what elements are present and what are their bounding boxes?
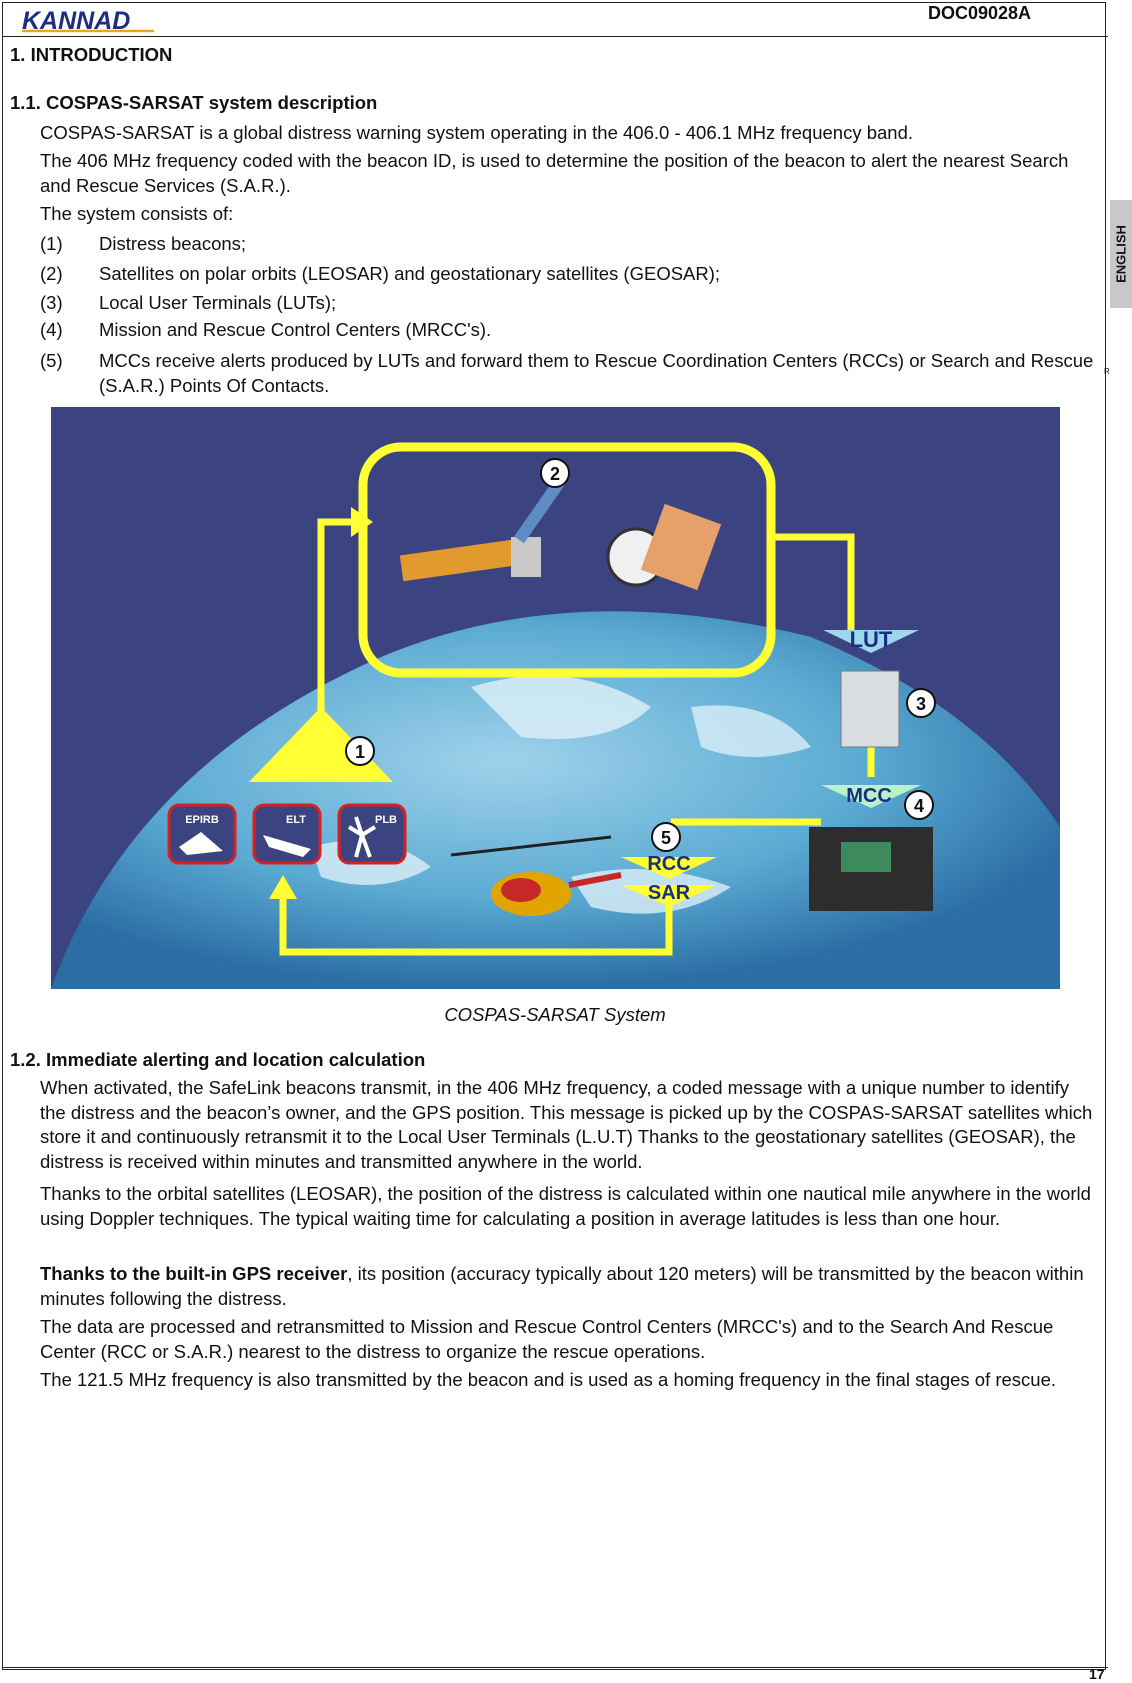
- rcc-label: RCC: [647, 853, 691, 875]
- beacon-icons: [169, 805, 405, 863]
- kannad-logo: [18, 5, 158, 35]
- step-badge-5: [652, 823, 680, 851]
- step-badge-2: [541, 459, 569, 487]
- footer-rule: [2, 1667, 1108, 1668]
- svg-text:1: 1: [354, 742, 366, 762]
- section-title-introduction: 1. INTRODUCTION: [10, 44, 173, 65]
- page-number: 17: [1089, 1666, 1105, 1682]
- figure-caption: COSPAS-SARSAT System: [444, 1004, 666, 1025]
- sar-label: SAR: [647, 882, 691, 904]
- paragraph: When activated, the SafeLink beacons transmit, in the 406 MHz frequency, a coded message with a unique number to identify the distress and the beacon’s owner, and the GPS position. This message is picked up by the COSPAS-SARSAT satellites which store it and continuously retransmit it to the Local User Terminals (L.U.T) Thanks to the geostationary satellites (GEOSAR), the distress is received within minutes and transmitted anywhere in the world.: [40, 1077, 1093, 1172]
- margin-mark: R: [1104, 367, 1110, 376]
- document-id: DOC09028A: [928, 3, 1032, 23]
- mcc-monitor: [841, 842, 891, 872]
- epirb-label: EPIRB: [185, 814, 219, 826]
- step-badge-1: [346, 737, 374, 765]
- step-badge-3: [907, 689, 935, 717]
- cospas-sarsat-diagram: [51, 407, 1060, 989]
- plb-label: PLB: [375, 814, 397, 826]
- paragraph: COSPAS-SARSAT is a global distress warning system operating in the 406.0 - 406.1 MHz frequency band.: [40, 122, 914, 143]
- section-title-alerting: 1.2. Immediate alerting and location calculation: [10, 1049, 426, 1070]
- paragraph: The data are processed and retransmitted to Mission and Rescue Control Centers (MRCC's) and to the Search And Rescue Center (RCC or S.A.R.) nearest to the distress to organize the rescue operations.: [40, 1316, 1054, 1362]
- elt-label: ELT: [286, 814, 306, 826]
- svg-text:3: 3: [915, 694, 927, 714]
- paragraph: The 121.5 MHz frequency is also transmitted by the beacon and is used as a homing frequency in the final stages of rescue.: [40, 1369, 1057, 1390]
- paragraph: Thanks to the orbital satellites (LEOSAR), the position of the distress is calculated within one nautical mile anywhere in the world using Doppler techniques. The typical waiting time for calculating a position in average latitudes is less than one hour.: [40, 1183, 1091, 1229]
- svg-text:4: 4: [913, 796, 925, 816]
- lut-dish-photo: [841, 671, 899, 747]
- lut-label: LUT: [849, 627, 893, 652]
- language-tab: ENGLISH: [1110, 200, 1132, 308]
- paragraph: The system consists of:: [40, 203, 234, 224]
- header-rule: [2, 36, 1108, 37]
- mcc-label: MCC: [846, 785, 892, 807]
- svg-text:2: 2: [549, 464, 561, 484]
- section-title-description: 1.1. COSPAS-SARSAT system description: [10, 92, 378, 113]
- svg-text:5: 5: [660, 828, 672, 848]
- paragraph: The 406 MHz frequency coded with the beacon ID, is used to determine the position of the beacon to alert the nearest Search and Rescue Services (S.A.R.).: [40, 150, 1069, 196]
- svg-text:KANNAD: KANNAD: [22, 7, 131, 35]
- paragraph: Thanks to the built-in GPS receiver, its position (accuracy typically about 120 meters) will be transmitted by the beacon within minutes following the distress.: [40, 1263, 1084, 1309]
- step-badge-4: [905, 791, 933, 819]
